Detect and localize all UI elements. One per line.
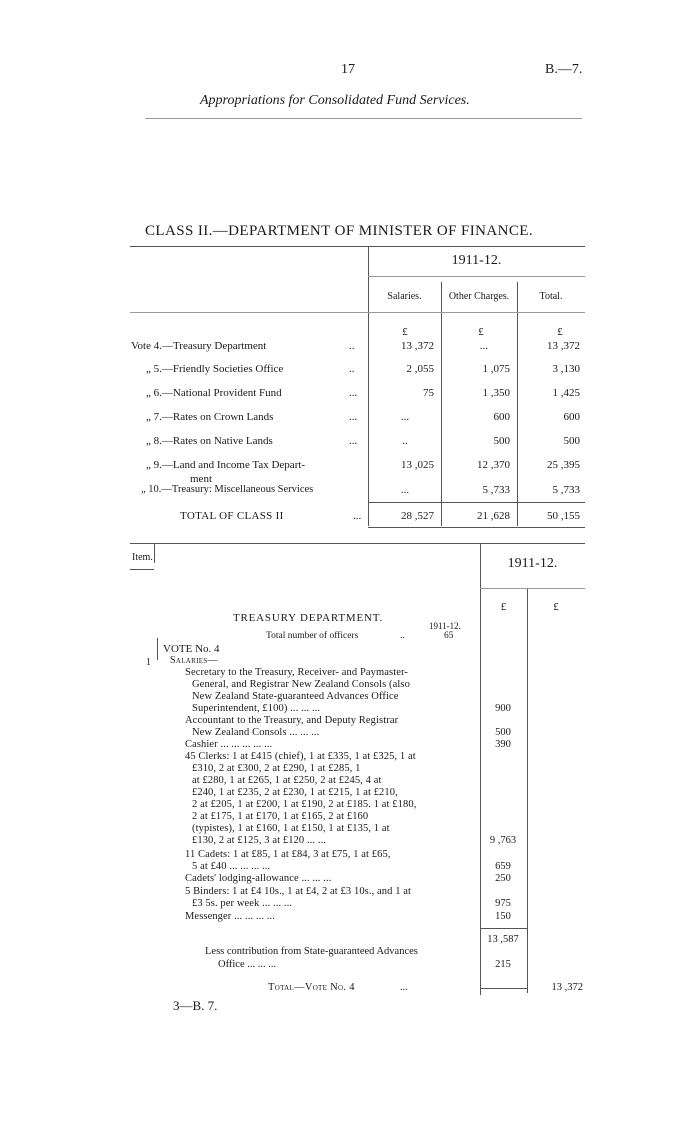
- salary-value: 9 ,763: [489, 835, 517, 846]
- officers-count: 65: [444, 631, 454, 641]
- salary-line: £3 5s. per week ... ... ...: [192, 898, 293, 909]
- row-total: 25 ,395: [547, 459, 580, 471]
- row-salaries: 13 ,372: [401, 340, 434, 352]
- summary-row: [0, 459, 700, 477]
- vote-label: VOTE No. 4: [163, 643, 220, 655]
- detail-top-rule: [130, 543, 585, 544]
- currency-total: £: [557, 326, 563, 338]
- salary-value: 390: [495, 739, 511, 750]
- total-label: TOTAL OF CLASS II: [180, 510, 284, 522]
- row-total: 13 ,372: [547, 340, 580, 352]
- department-title: TREASURY DEPARTMENT.: [233, 612, 384, 624]
- page-number: 17: [341, 62, 355, 77]
- salary-line: 11 Cadets: 1 at £85, 1 at £84, 3 at £75, 1 at £65,: [185, 849, 391, 860]
- row-label: „ 8.—Rates on Native Lands: [146, 435, 273, 447]
- salary-line: 45 Clerks: 1 at £415 (chief), 1 at £335, 1 at £325, 1 at: [185, 751, 416, 762]
- row-other: 500: [493, 435, 510, 447]
- less-contribution-label-2: Office ... ... ...: [218, 959, 277, 970]
- summary-row: „ 5.—Friendly Societies Office .. 2 ,055 1 ,075 3 ,130: [146, 363, 580, 375]
- row-salaries: 75: [423, 387, 434, 399]
- salaries-heading: Salaries—: [170, 655, 218, 666]
- vote-total-label: Total—Vote No. 4: [268, 982, 355, 993]
- summary-row: Vote 4.—Treasury Department .. 13 ,372 ... 13 ,372: [131, 340, 580, 352]
- row-other: 1 ,350: [482, 387, 510, 399]
- row-salaries: ...: [400, 411, 410, 423]
- row-salaries: ..: [402, 435, 408, 447]
- summary-row: „ 8.—Rates on Native Lands ... .. 500 500: [146, 435, 580, 447]
- row-label: „ 9.—Land and Income Tax Depart-: [146, 459, 306, 471]
- total-other: 21 ,628: [477, 510, 510, 522]
- column-other-charges: Other Charges.: [448, 291, 510, 302]
- row-total: 600: [563, 411, 580, 423]
- total-total: 50 ,155: [547, 510, 580, 522]
- salary-line: Messenger ... ... ... ...: [185, 911, 275, 922]
- row-salaries: 13 ,025: [401, 459, 434, 471]
- currency-left: £: [500, 601, 507, 613]
- summary-row: [0, 484, 700, 502]
- salary-line: Cashier ... ... ... ... ...: [185, 739, 273, 750]
- salary-line: (typistes), 1 at £160, 1 at £150, 1 at £135, 1 at: [192, 823, 390, 834]
- salary-line: New Zealand Consols ... ... ...: [192, 727, 320, 738]
- summary-total-row: TOTAL OF CLASS II ... 28 ,527 21 ,628 50 ,155: [180, 510, 580, 522]
- salary-value: 250: [495, 873, 511, 884]
- salary-line: Superintendent, £100) ... ... ...: [192, 703, 321, 714]
- row-label: „ 6.—National Provident Fund: [146, 387, 282, 399]
- salary-line: £240, 1 at £235, 2 at £230, 1 at £215, 1 at £210,: [192, 787, 398, 798]
- summary-row: „ 7.—Rates on Crown Lands ... ... 600 600: [146, 411, 580, 423]
- salary-line: Accountant to the Treasury, and Deputy Registrar: [185, 715, 399, 726]
- row-label: Vote 4.—Treasury Department: [131, 340, 267, 352]
- total-salaries: 28 ,527: [401, 510, 434, 522]
- class-title: CLASS II.—DEPARTMENT OF MINISTER OF FINANCE.: [145, 223, 533, 239]
- salary-value: 975: [495, 898, 511, 909]
- salary-value: 500: [495, 727, 511, 738]
- row-salaries: ...: [400, 484, 410, 496]
- salary-value: 900: [495, 703, 511, 714]
- currency-other: £: [478, 326, 484, 338]
- salary-line: at £280, 1 at £265, 1 at £250, 2 at £245, 4 at: [192, 775, 382, 786]
- salary-line: 5 Binders: 1 at £4 10s., 1 at £4, 2 at £3 10s., and 1 at: [185, 886, 412, 897]
- footer-reference: 3—B. 7.: [173, 998, 218, 1013]
- officers-label: Total number of officers: [266, 631, 359, 641]
- header-rule: [145, 118, 582, 119]
- salary-line: £310, 2 at £300, 2 at £290, 1 at £285, 1: [192, 763, 361, 774]
- page-title: Appropriations for Consolidated Fund Services.: [200, 93, 470, 108]
- row-other: ...: [479, 340, 488, 352]
- row-other: 12 ,370: [477, 459, 510, 471]
- row-salaries: 2 ,055: [406, 363, 434, 375]
- row-other: 600: [493, 411, 510, 423]
- salary-line: £130, 2 at £125, 3 at £120 ... ...: [192, 835, 327, 846]
- currency-salaries: £: [402, 326, 408, 338]
- salary-line: 2 at £175, 1 at £170, 1 at £165, 2 at £160: [192, 811, 369, 822]
- row-total: 3 ,130: [552, 363, 580, 375]
- summary-row: „ 6.—National Provident Fund ... 75 1 ,350 1 ,425: [146, 387, 580, 399]
- row-total: 1 ,425: [552, 387, 580, 399]
- summary-year-heading: 1911-12.: [451, 253, 502, 268]
- salary-line: 5 at £40 ... ... ... ...: [192, 861, 271, 872]
- officers-year: 1911-12.: [429, 621, 461, 631]
- salary-line: Cadets' lodging-allowance ... ... ...: [185, 873, 332, 884]
- salary-line: General, and Registrar New Zealand Consols (also: [192, 679, 410, 690]
- row-total: 500: [563, 435, 580, 447]
- vote-total-value: 13 ,372: [551, 982, 583, 993]
- row-label: „ 5.—Friendly Societies Office: [146, 363, 284, 375]
- column-salaries: Salaries.: [387, 291, 422, 302]
- less-contribution-label: Less contribution from State-guaranteed Advances: [205, 946, 418, 957]
- item-column-header: Item.: [132, 552, 153, 563]
- detail-year-heading: 1911-12.: [507, 556, 558, 571]
- subtotal-value: 13 ,587: [487, 934, 519, 945]
- salary-line: New Zealand State-guaranteed Advances Office: [192, 691, 399, 702]
- row-total: 5 ,733: [552, 484, 580, 496]
- salary-value: 150: [495, 911, 511, 922]
- row-other: 1 ,075: [482, 363, 510, 375]
- document-reference: B.—7.: [545, 62, 583, 77]
- salary-line: 2 at £205, 1 at £200, 1 at £190, 2 at £185. 1 at £180,: [192, 799, 417, 810]
- item-number: 1: [146, 657, 151, 668]
- row-label: „ 7.—Rates on Crown Lands: [146, 411, 274, 423]
- class-title-rule: [130, 246, 585, 247]
- salary-value: 659: [495, 861, 511, 872]
- row-other: 5 ,733: [482, 484, 510, 496]
- column-total: Total.: [539, 291, 563, 302]
- less-contribution-value: 215: [495, 959, 511, 970]
- currency-right: £: [553, 601, 559, 613]
- row-label-continuation: ment: [190, 473, 212, 485]
- row-label: „ 10.—Treasury: Miscellaneous Services: [141, 484, 314, 495]
- salary-line: Secretary to the Treasury, Receiver- and Paymaster-: [185, 667, 408, 678]
